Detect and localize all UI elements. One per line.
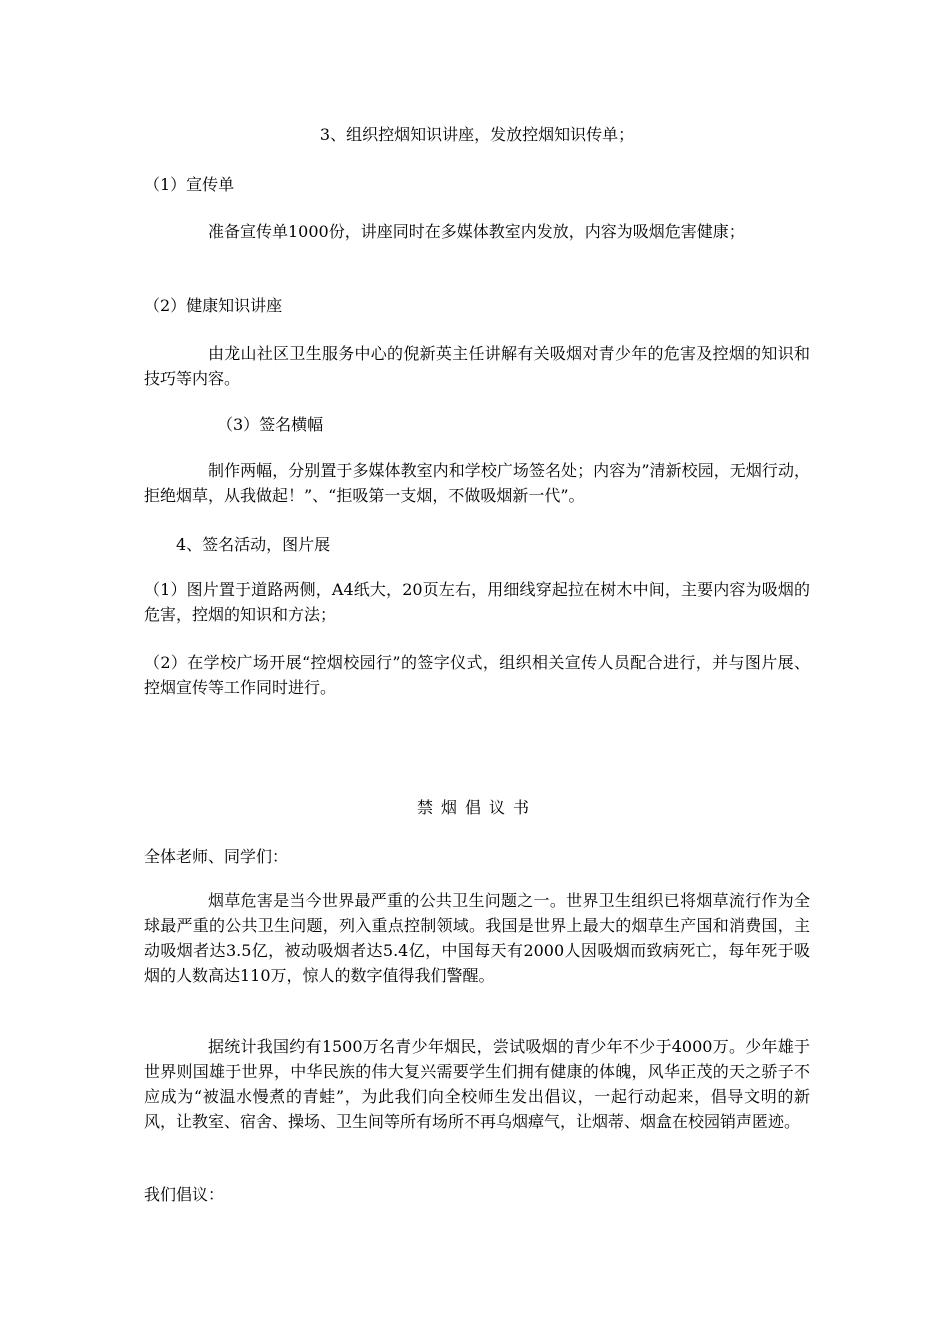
item3-heading: 3、组织控烟知识讲座，发放控烟知识传单； (319, 125, 635, 144)
lecture-label: （2）健康知识讲座 (144, 296, 283, 315)
proposal-paragraph-2: 据统计我国约有1500万名青少年烟民，尝试吸烟的青少年不少于4000万。少年雄于世界则国雄于世界，中华民族的伟大复兴需要学生们拥有健康的体魄，风华正茂的天之骄子不应成为“被温水慢煮的青蛙”，为此我们向全校师生发出倡议，一起行动起来，倡导文明的新风，让教室、宿舍、操场、卫生间等所有场所不再乌烟瘴气，让烟蒂、烟盒在校园销声匿迹。 (144, 1037, 810, 1131)
item4-heading: 4、签名活动，图片展 (176, 535, 331, 554)
banner-text: 制作两幅，分别置于多媒体教室内和学校广场签名处；内容为”清新校园，无烟行动，拒绝烟草，从我做起！”、“拒吸第一支烟，不做吸烟新一代”。 (144, 461, 810, 505)
banner-label: （3）签名横幅 (217, 415, 324, 434)
flyer-label: （1）宣传单 (144, 175, 235, 194)
lecture-text: 由龙山社区卫生服务中心的倪新英主任讲解有关吸烟对青少年的危害及控烟的知识和技巧等内容。 (144, 344, 810, 388)
proposal-paragraph-1: 烟草危害是当今世界最严重的公共卫生问题之一。世界卫生组织已将烟草流行作为全球最严重的公共卫生问题，列入重点控制领域。我国是世界上最大的烟草生产国和消费国，主动吸烟者达3.5亿，被动吸烟者达5.4亿，中国每天有2000人因吸烟而致病死亡，每年死于吸烟的人数高达110万，惊人的数字值得我们警醒。 (144, 891, 810, 985)
proposal-salutation: 全体老师、同学们： (144, 847, 289, 866)
flyer-text: 准备宣传单1000份，讲座同时在多媒体教室内发放，内容为吸烟危害健康； (208, 222, 745, 241)
item4-point2: （2）在学校广场开展“控烟校园行”的签字仪式，组织相关宣传人员配合进行，并与图片展、控烟宣传等工作同时进行。 (144, 653, 810, 697)
proposal-title: 禁烟倡议书 (416, 798, 537, 817)
we-propose-label: 我们倡议： (144, 1185, 225, 1204)
item4-point1: （1）图片置于道路两侧，A4纸大，20页左右，用细线穿起拉在树木中间，主要内容为吸烟的危害，控烟的知识和方法； (144, 580, 810, 624)
